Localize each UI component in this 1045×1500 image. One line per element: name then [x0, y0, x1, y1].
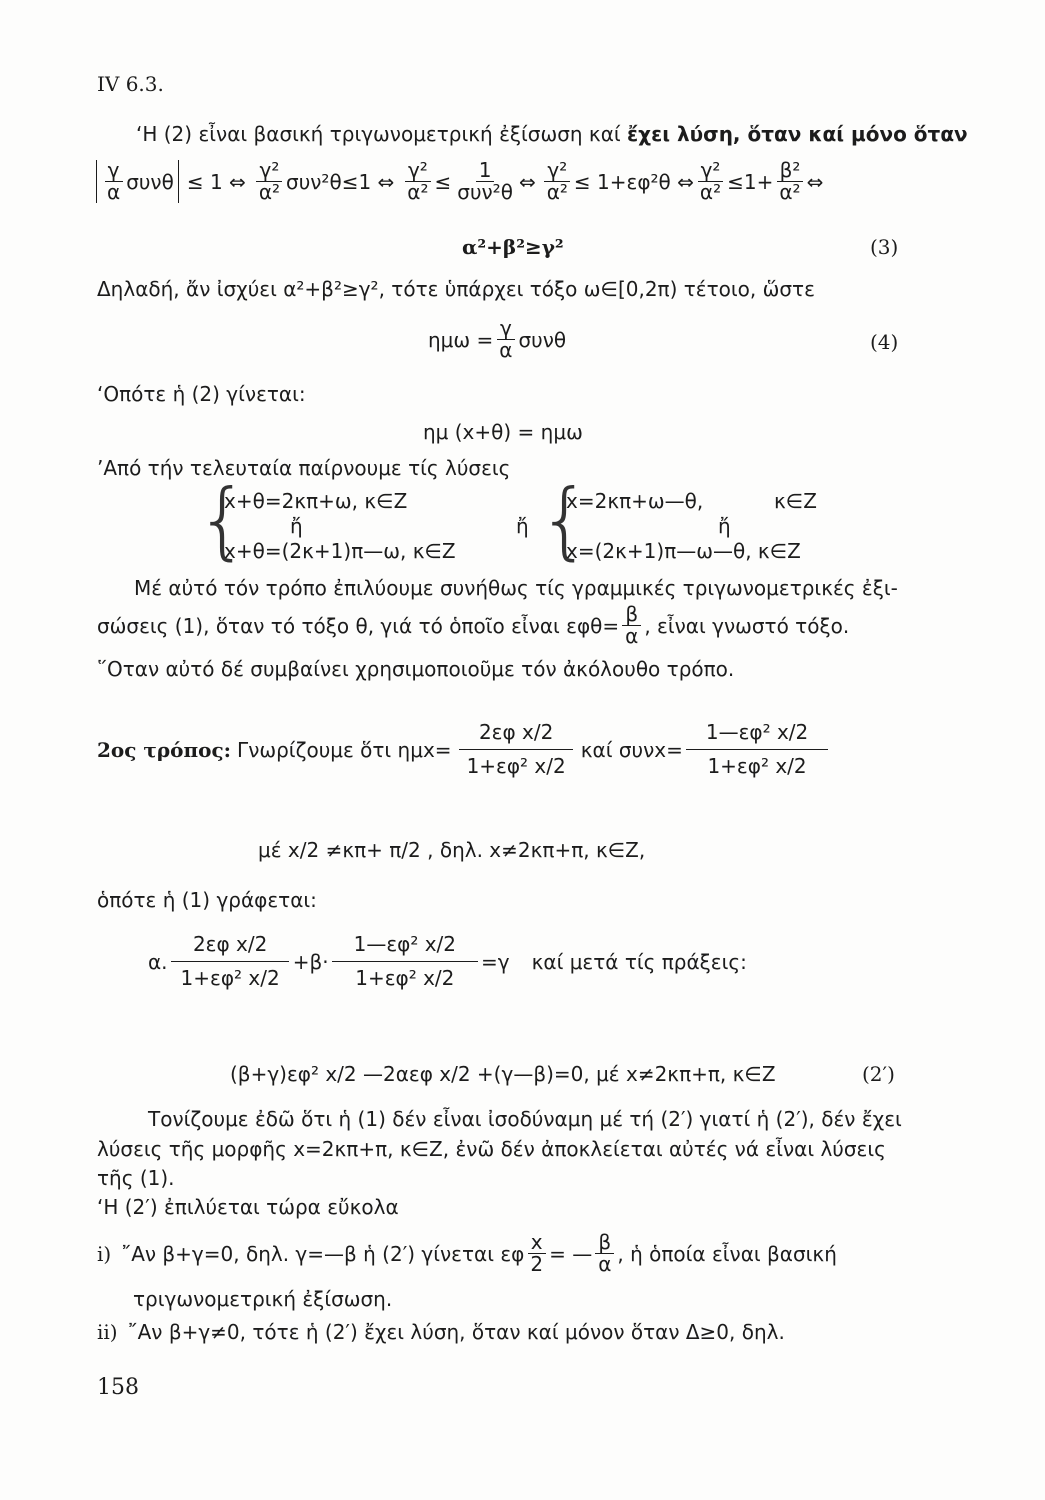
- paragraph-1: [136, 122, 968, 146]
- paragraph-7-line2: λύσεις τῆς μορφῆς x=2κπ+π, κ∈Z, ἐνῶ δέν ἀποκλείεται αὐτές νά εἶναι λύσεις: [97, 1137, 886, 1161]
- paragraph-5-line2: σώσεις (1), ὅταν τό τόξο θ, γιά τό ὁποῖο εἶναι εφθ= $\frac{\beta}{\alpha}$ , εἶναι γνωστό τόξο.: [97, 602, 850, 648]
- equation-4: ημω = $\frac{\gamma}{\alpha}$ συνθ: [428, 316, 567, 362]
- section-header: IV 6.3.: [97, 72, 164, 96]
- item-i-line2: τριγωνομετρική ἐξίσωση.: [133, 1287, 393, 1311]
- equation-4-number: (4): [870, 330, 899, 354]
- left-brace: {: [196, 471, 250, 569]
- item-ii: ii) ῎Αν β+γ≠0, τότε ἡ (2′) ἔχει λύση, ὅταν καί μόνον ὅταν Δ≥0, δηλ.: [97, 1320, 785, 1344]
- system-right-top: x=2κπ+ω—θ,: [566, 489, 704, 513]
- page-number: 158: [97, 1375, 139, 1400]
- absolute-value: $\frac{\gamma}{\alpha}$ συνθ: [96, 160, 179, 203]
- equation-3-number: (3): [870, 235, 899, 259]
- paragraph-3: ‘Οπότε ἡ (2) γίνεται:: [97, 382, 306, 406]
- paragraph-7-line4: ‘Η (2′) ἐπιλύεται τώρα εὔκολα: [97, 1195, 399, 1219]
- condition: μέ x/2 ≠κπ+ π/2 , δηλ. x≠2κπ+π, κ∈Z,: [258, 838, 646, 862]
- paragraph-1-text: ‘Η (2) εἶναι βασική τριγωνομετρική ἐξίσωση καί: [136, 122, 628, 146]
- equation-3: α²+β²≥γ²: [462, 235, 564, 259]
- right-brace: {: [538, 471, 592, 569]
- paragraph-2: Δηλαδή, ἄν ἰσχύει α²+β²≥γ², τότε ὑπάρχει τόξο ω∈[0,2π) τέτοιο, ὥστε: [97, 277, 815, 301]
- equation-6: α. $\frac{\text{2εφ x/2}}{\text{1+εφ² x/2}}$ +β· $\frac{\text{1—εφ² x/2}}{\text{1+εφ² x/2}}$ =γ καί μετά τίς πράξεις:: [148, 932, 747, 990]
- paragraph-4: ’Από τήν τελευταία παίρνουμε τίς λύσεις: [97, 456, 511, 480]
- system-left-mid: ἤ: [290, 514, 303, 538]
- method-2: 2ος τρόπος: Γνωρίζουμε ὅτι ημx= $\frac{\text{2εφ x/2}}{\text{1+εφ² x/2}}$ καί συνx= $\frac{\text{1—εφ² x/2}}{\text{1+εφ² x/2}}$: [97, 722, 831, 777]
- equation-2-prime-number: (2′): [862, 1062, 895, 1086]
- system-right-mid: ἤ: [718, 514, 731, 538]
- paragraph-7-line3: τῆς (1).: [97, 1166, 175, 1190]
- paragraph-5-line1: Μέ αὐτό τόν τρόπο ἐπιλύουμε συνήθως τίς γραμμικές τριγωνομετρικές ἐξι-: [134, 576, 898, 600]
- paragraph-6: ὁπότε ἡ (1) γράφεται:: [97, 888, 317, 912]
- equation-2-prime: (β+γ)εφ² x/2 —2αεφ x/2 +(γ—β)=0, μέ x≠2κπ+π, κ∈Z: [230, 1062, 776, 1086]
- system-right-top-k: κ∈Z: [774, 489, 817, 513]
- equivalence-chain: $\frac{\gamma}{\alpha}$ συνθ ≤ 1 ⇔ $\frac{\text{γ²}}{\text{α²}}$ συν²θ≤1 ⇔ $\frac{\text{γ²}}{\text{α²}}$ ≤ $\frac{1}{\text{συν²θ}}$ ⇔ $\frac{\text{γ²}}{\text{α²}}$ ≤ 1+εφ²θ ⇔ $\frac{\text{γ²}}{\text{α²}}$ ≤1+ $\frac{\text{β²}}{\text{α²}}$ ⇔: [96, 160, 823, 203]
- equation-5: ημ (x+θ) = ημω: [423, 420, 583, 444]
- paragraph-1-bold: ἔχει λύση, ὅταν καί μόνο ὅταν: [627, 122, 968, 146]
- paragraph-7-line1: Τονίζουμε ἐδῶ ὅτι ἡ (1) δέν εἶναι ἰσοδύναμη μέ τή (2′) γιατί ἡ (2′), δέν ἔχει: [148, 1107, 902, 1131]
- paragraph-5-line3: ῞Οταν αὐτό δέ συμβαίνει χρησιμοποιοῦμε τόν ἀκόλουθο τρόπο.: [97, 657, 735, 681]
- system-right-bot: x=(2κ+1)π—ω—θ, κ∈Z: [566, 539, 801, 563]
- method-2-label: 2ος τρόπος:: [97, 737, 232, 762]
- system-left-top: x+θ=2κπ+ω, κ∈Z: [224, 489, 408, 513]
- system-middle-or: ἤ: [516, 514, 529, 538]
- system-left-bot: x+θ=(2κ+1)π—ω, κ∈Z: [224, 539, 456, 563]
- item-i: i) ῎Αν β+γ=0, δηλ. γ=—β ἡ (2′) γίνεται εφ $\frac{x}{2}$ = — $\frac{\beta}{\alpha}$ , ἡ ὁποία εἶναι βασική: [97, 1230, 837, 1276]
